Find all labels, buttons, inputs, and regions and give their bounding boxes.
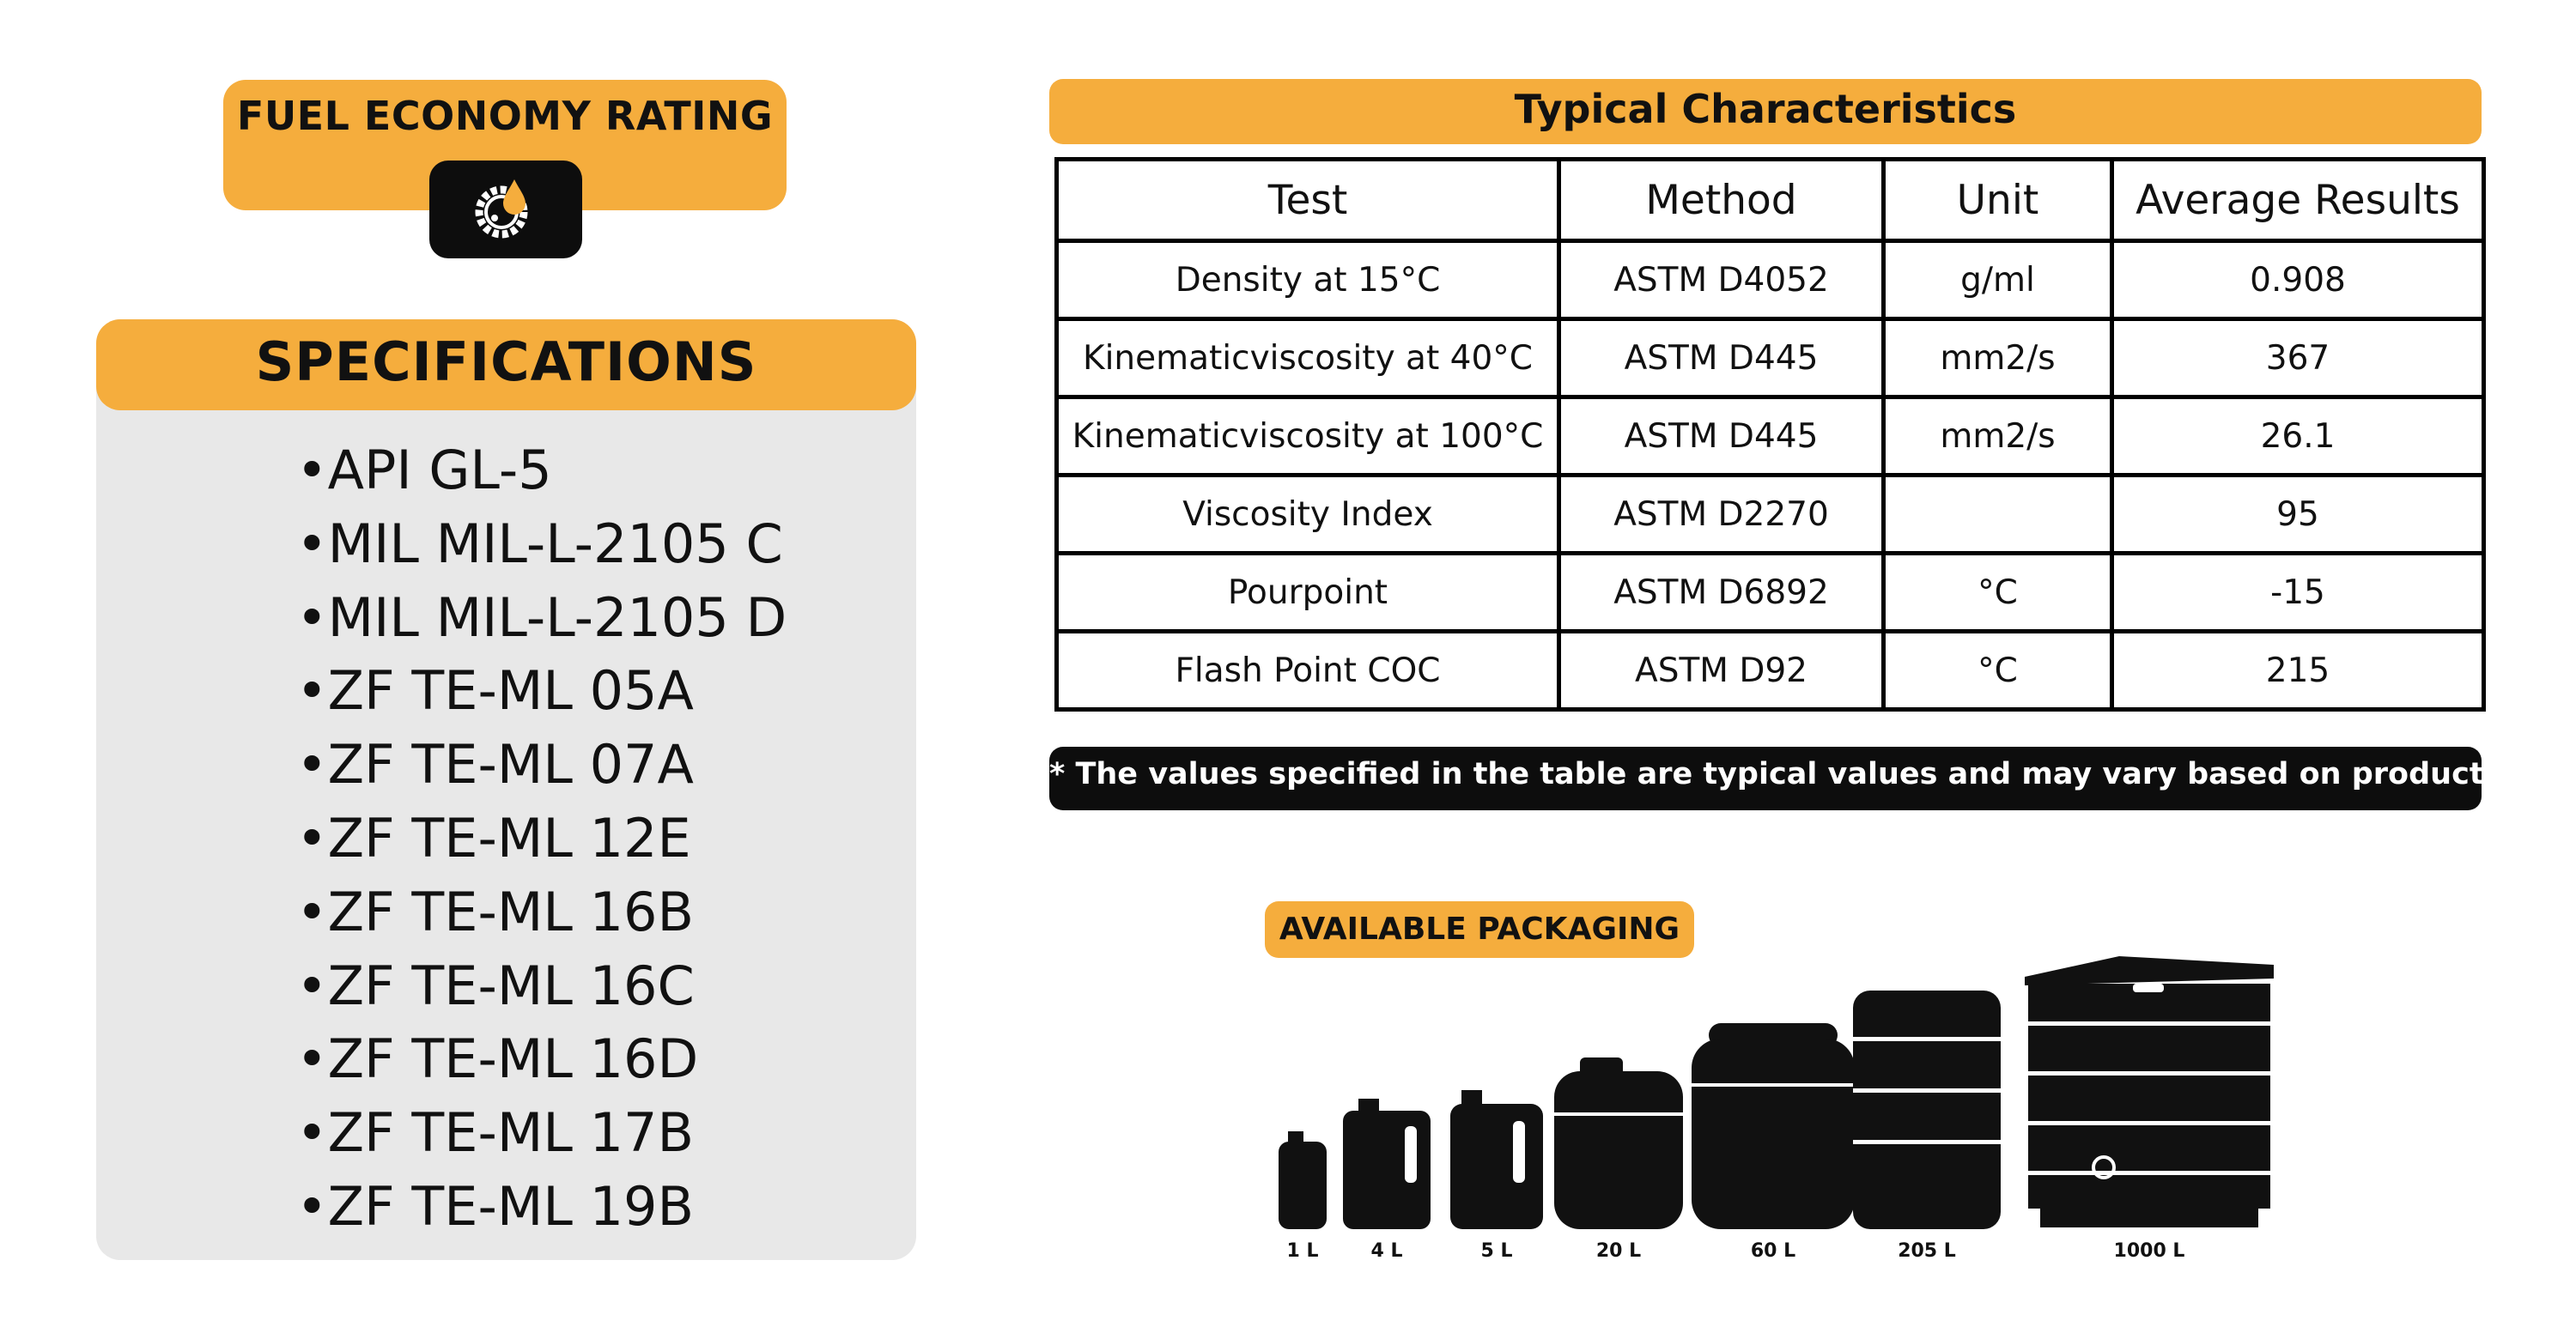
specifications-list [296,433,787,1244]
spec-item: •API GL-5 [296,439,552,501]
cell-result: 367 [2112,319,2484,397]
packaging-title: AVAILABLE PACKAGING [1279,912,1680,947]
cell-unit: g/ml [1884,241,2112,319]
cell-result: -15 [2112,554,2484,632]
package-size-label: 4 L [1370,1240,1403,1262]
package-size-label: 5 L [1480,1240,1513,1262]
specifications-title: SPECIFICATIONS [255,330,757,393]
cell-result: 215 [2112,632,2484,710]
header-average-results: Average Results [2112,160,2484,241]
fuel-economy-title: FUEL ECONOMY RATING [236,93,774,139]
gear-oil-drop-icon [467,171,544,248]
cell-unit: °C [1884,554,2112,632]
table-row [1057,632,2484,710]
header-method: Method [1559,160,1884,241]
spec-item: •ZF TE-ML 16D [296,1027,699,1091]
header-unit: Unit [1884,160,2112,241]
spec-item: •ZF TE-ML 05A [296,659,694,723]
cell-unit [1884,476,2112,554]
table-header-row [1057,160,2484,241]
characteristics-table [1054,157,2486,712]
cell-method: ASTM D6892 [1559,554,1884,632]
cell-result: 26.1 [2112,397,2484,476]
packaging-illustration [1254,944,2301,1305]
table-row [1057,241,2484,319]
barrel-205l-icon [1853,991,2001,1229]
spec-item: •ZF TE-ML 16B [296,880,695,943]
cell-method: ASTM D2270 [1559,476,1884,554]
characteristics-title: Typical Characteristics [1514,86,2017,132]
cell-test: Kinematicviscosity at 100°C [1057,397,1559,476]
cell-test: Viscosity Index [1057,476,1559,554]
fuel-economy-badge [429,161,582,258]
cell-method: ASTM D4052 [1559,241,1884,319]
cell-test: Kinematicviscosity at 40°C [1057,319,1559,397]
table-row [1057,476,2484,554]
spec-item: •ZF TE-ML 12E [296,806,691,870]
cell-test: Flash Point COC [1057,632,1559,710]
cell-test: Density at 15°C [1057,241,1559,319]
ibc-tank-1000l-icon [2025,956,2274,1227]
cell-unit: mm2/s [1884,319,2112,397]
spec-item: •ZF TE-ML 16C [296,954,695,1017]
package-size-label: 20 L [1595,1240,1642,1262]
disclaimer-text: * The values specified in the table are typical values and may vary based on production. [1049,757,2548,791]
jug-5l-icon [1450,1090,1543,1229]
cell-method: ASTM D445 [1559,397,1884,476]
spec-item: •ZF TE-ML 07A [296,733,694,797]
cell-test: Pourpoint [1057,554,1559,632]
spec-item: •ZF TE-ML 17B [296,1101,695,1165]
drum-60l-icon [1692,1023,1855,1229]
cell-unit: °C [1884,632,2112,710]
cell-unit: mm2/s [1884,397,2112,476]
cell-method: ASTM D92 [1559,632,1884,710]
package-size-label: 1000 L [2113,1240,2185,1262]
header-test: Test [1057,160,1559,241]
spec-item: •ZF TE-ML 19B [296,1174,695,1238]
cell-method: ASTM D445 [1559,319,1884,397]
table-row [1057,397,2484,476]
jug-4l-icon [1343,1099,1431,1229]
table-row [1057,554,2484,632]
spec-item: •MIL MIL-L-2105 D [296,585,787,649]
package-size-label: 1 L [1286,1240,1319,1262]
cell-result: 95 [2112,476,2484,554]
canister-20l-icon [1554,1057,1683,1229]
spec-item: •MIL MIL-L-2105 C [296,512,783,575]
cell-result: 0.908 [2112,241,2484,319]
package-size-label: 60 L [1750,1240,1796,1262]
package-size-label: 205 L [1898,1240,1956,1262]
table-row [1057,319,2484,397]
bottle-1l-icon [1279,1131,1327,1229]
